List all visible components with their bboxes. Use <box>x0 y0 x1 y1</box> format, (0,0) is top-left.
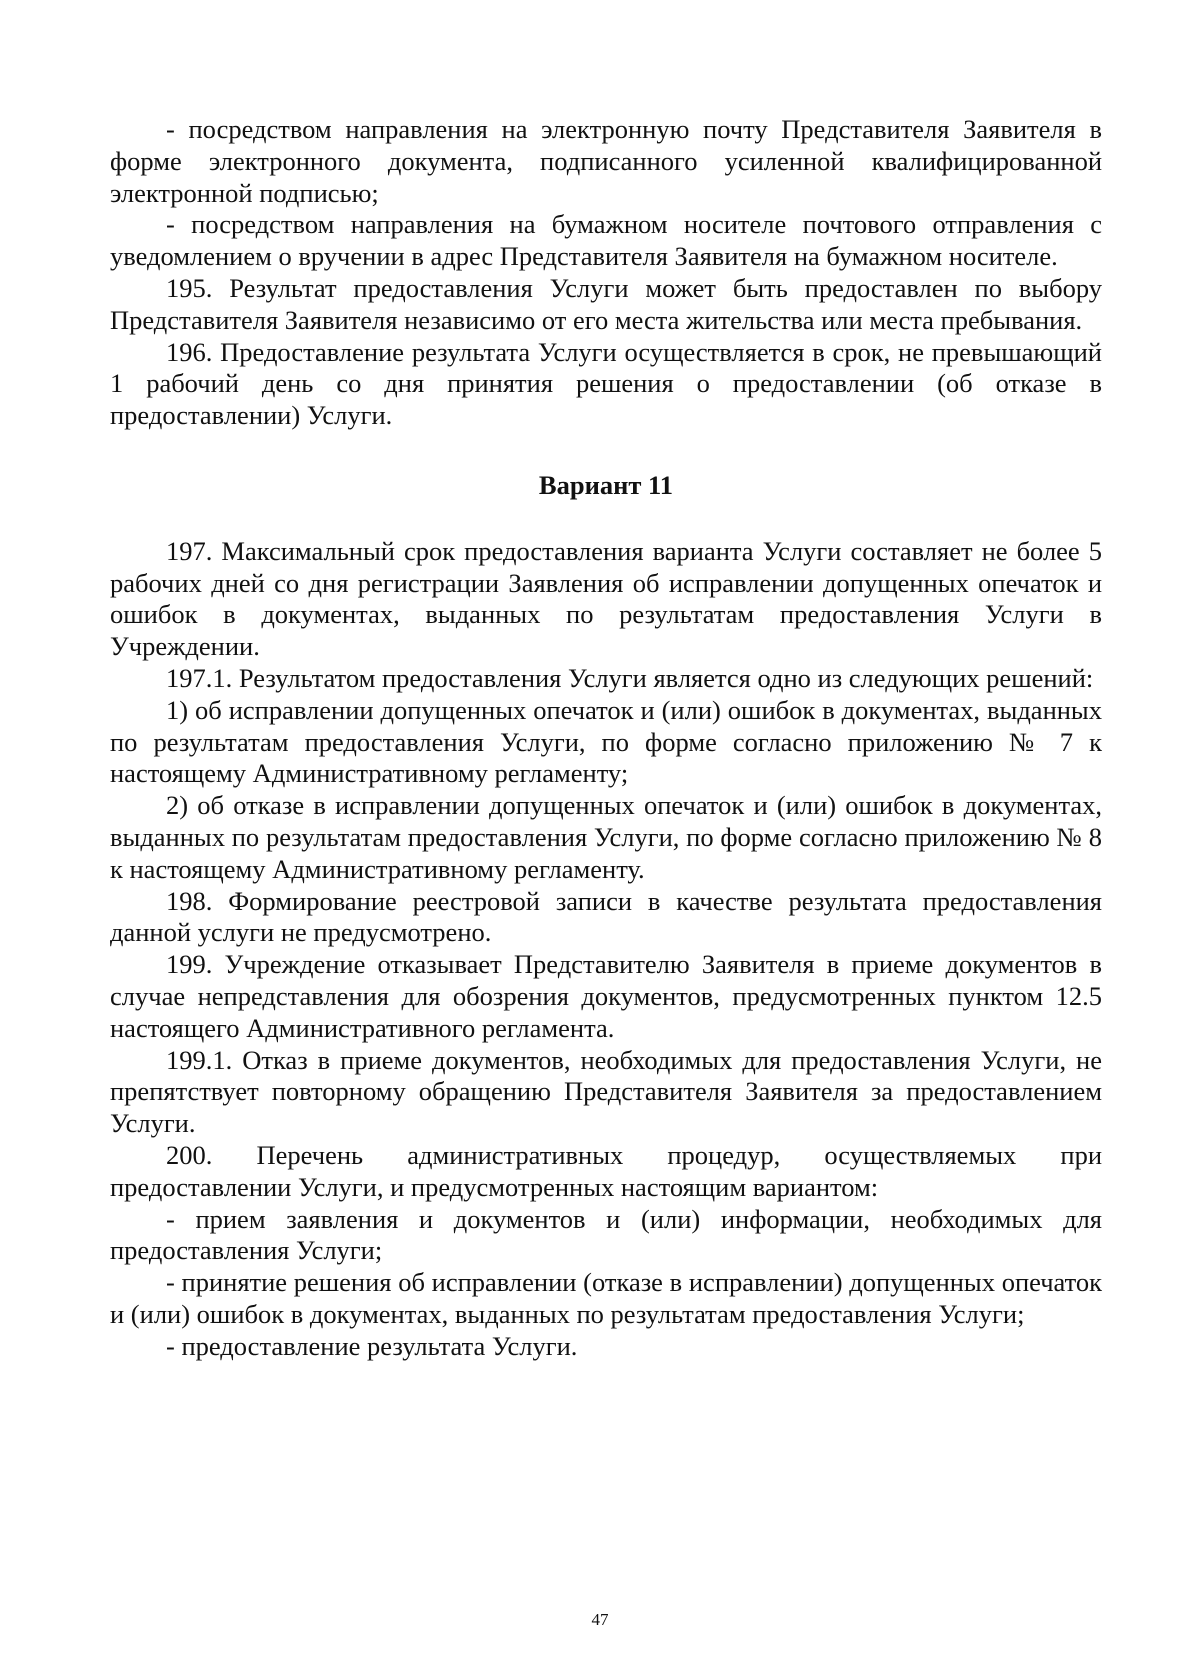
paragraph: 1) об исправлении допущенных опечаток и (или) ошибок в документах, выданных по результатам предоставления Услуги, по форме согласно приложению № 7 к настоящему Административному регламенту; <box>110 694 1102 789</box>
paragraph: 199.1. Отказ в приеме документов, необходимых для предоставления Услуги, не препятствует повторному обращению Представителя Заявителя за предоставлением Услуги. <box>110 1044 1102 1139</box>
paragraph: 197.1. Результатом предоставления Услуги является одно из следующих решений: <box>166 662 1094 693</box>
paragraph: 196. Предоставление результата Услуги осуществляется в срок, не превышающий 1 рабочий день со дня принятия решения о предоставлении (об отказе в предоставлении) Услуги. <box>110 336 1102 431</box>
paragraph: - прием заявления и документов и (или) информации, необходимых для предоставления Услуги; <box>110 1203 1102 1266</box>
paragraph: 199. Учреждение отказывает Представителю Заявителя в приеме документов в случае непредставления для обозрения документов, предусмотренных пунктом 12.5 настоящего Административного регламента. <box>110 949 1102 1043</box>
page-number: 47 <box>591 1610 609 1629</box>
paragraph: - посредством направления на электронную почту Представителя Заявителя в форме электронного документа, подписанного усиленной квалифицированной электронной подписью; <box>110 114 1102 208</box>
document-body <box>110 114 1102 1362</box>
paragraph: - принятие решения об исправлении (отказе в исправлении) допущенных опечаток и (или) ошибок в документах, выданных по результатам предоставления Услуги; <box>110 1267 1102 1329</box>
paragraph: - предоставление результата Услуги. <box>166 1330 578 1361</box>
paragraph: - посредством направления на бумажном носителе почтового отправления с уведомлением о вручении в адрес Представителя Заявителя на бумажном носителе. <box>110 209 1102 272</box>
paragraph: 200. Перечень административных процедур, осуществляемых при предоставлении Услуги, и предусмотренных настоящим вариантом: <box>110 1139 1102 1202</box>
paragraph: 197. Максимальный срок предоставления варианта Услуги составляет не более 5 рабочих дней со дня регистрации Заявления об исправлении допущенных опечаток и ошибок в документах, выданных по результатам предоставления Услуги в Учреждении. <box>110 535 1102 662</box>
paragraph: 2) об отказе в исправлении допущенных опечаток и (или) ошибок в документах, выданных по результатам предоставления Услуги, по форме согласно приложению № 8 к настоящему Административному регламенту. <box>110 790 1102 884</box>
paragraph: 195. Результат предоставления Услуги может быть предоставлен по выбору Представителя Заявителя независимо от его места жительства или места пребывания. <box>110 272 1102 335</box>
section-heading: Вариант 11 <box>538 469 674 500</box>
paragraph: 198. Формирование реестровой записи в качестве результата предоставления данной услуги не предусмотрено. <box>110 885 1102 948</box>
